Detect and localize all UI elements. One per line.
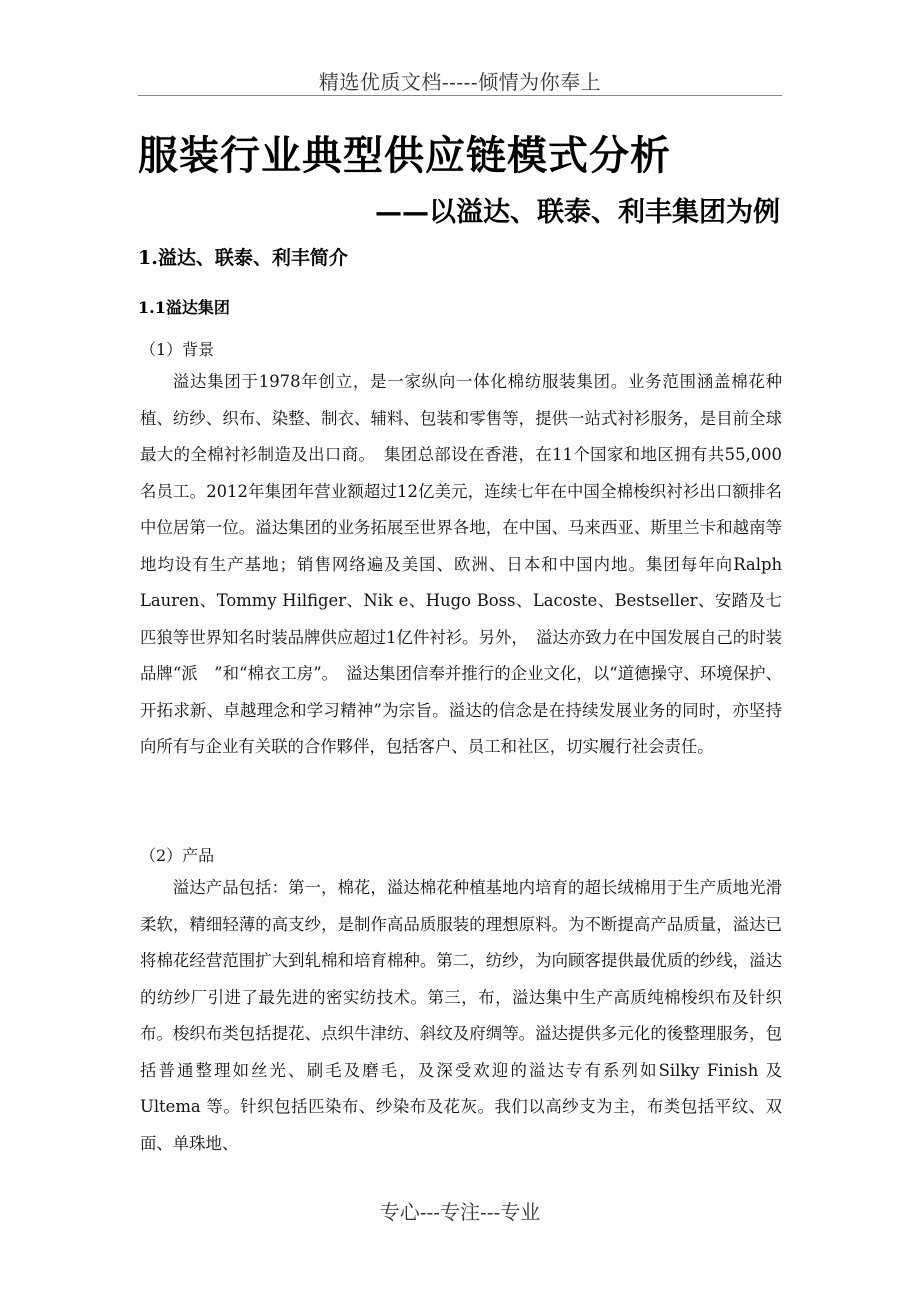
products-label: （2）产品 [140, 846, 215, 865]
header-divider [138, 95, 782, 96]
products-paragraph: 溢达产品包括：第一，棉花，溢达棉花种植基地内培育的超长绒棉用于生产质地光滑柔软，精细轻薄的高支纱，是制作高品质服装的理想原料。为不断提高产品质量，溢达已将棉花经营范围扩大到轧棉和培育棉种。第二，纺纱，为向顾客提供最优质的纱线，溢达的纺纱厂引进了最先进的密实纺技术。第三，布，溢达集中生产高质纯棉梭织布及针织布。梭织布类包括提花、点织牛津纺、斜纹及府绸等。溢达提供多元化的後整理服务，包括普通整理如丝光、刷毛及磨毛，及深受欢迎的溢达专有系列如Silky Finish 及 Ultema 等。针织包括匹染布、纱染布及花灰。我们以高纱支为主，布类包括平纹、双面、单珠地、 [140, 878, 782, 1153]
background-label: （1）背景 [140, 340, 215, 359]
section-heading-1-1: 1.1溢达集团 [138, 298, 230, 317]
page-header: 精选优质文档-----倾情为你奉上 [318, 70, 602, 94]
section-heading-1: 1.溢达、联泰、利丰简介 [138, 247, 348, 269]
page-footer: 专心---专注---专业 [379, 1200, 541, 1224]
document-title: 服装行业典型供应链模式分析 [138, 133, 671, 179]
document-subtitle: ——以溢达、联泰、利丰集团为例 [375, 197, 780, 228]
background-paragraph: 溢达集团于1978年创立，是一家纵向一体化棉纺服装集团。业务范围涵盖棉花种植、纺纱、织布、染整、制衣、辅料、包装和零售等，提供一站式衬衫服务，是目前全球最大的全棉衬衫制造及出口商。 集团总部设在香港，在11个国家和地区拥有共55,000名员工。2012年集团年营业额超过12亿美元，连续七年在中国全棉梭织衬衫出口额排名中位居第一位。溢达集团的业务拓展至世界各地，在中国、马来西亚、斯里兰卡和越南等地均设有生产基地；销售网络遍及美国、欧洲、日本和中国内地。集团每年向Ralph Lauren、Tommy Hilfiger、Nik e、Hugo Boss、Lacoste、Bestseller、安踏及七匹狼等世界知名时装品牌供应超过1亿件衬衫。另外， 溢达亦致力在中国发展自己的时装品牌“派 ”和“棉衣工房”。 溢达集团信奉并推行的企业文化，以“道德操守、环境保护、开拓求新、卓越理念和学习精神”为宗旨。溢达的信念是在持续发展业务的同时，亦坚持向所有与企业有关联的合作夥伴，包括客户、员工和社区，切实履行社会责任。 [140, 372, 832, 756]
